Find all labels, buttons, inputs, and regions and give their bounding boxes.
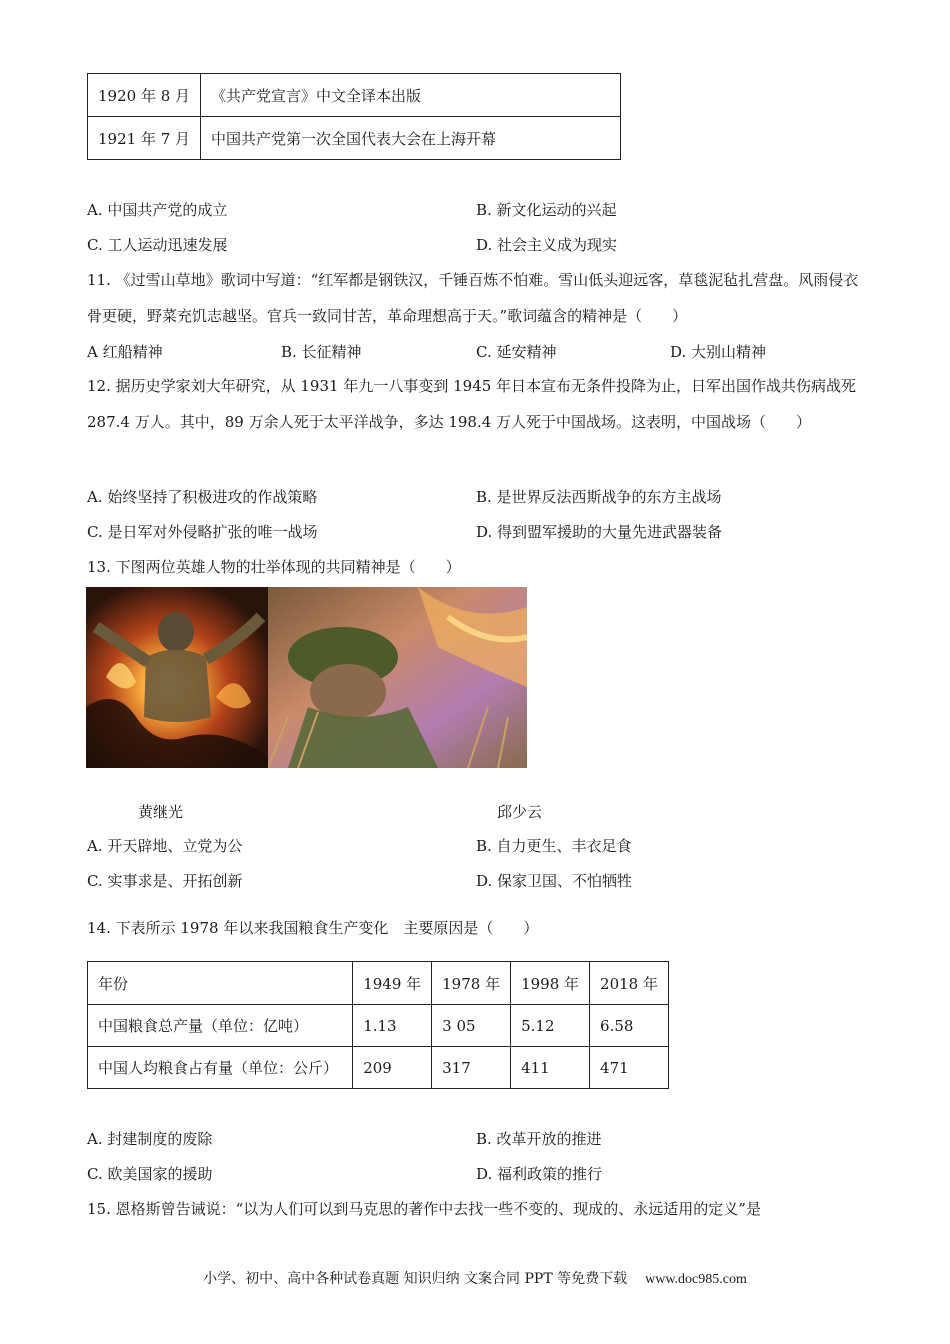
page-footer (0, 1268, 950, 1288)
q12-option-c: C. 是日军对外侵略扩张的唯一战场 (87, 523, 318, 541)
q15-stem: 15. 恩格斯曾告诫说：“以为人们可以到马克思的著作中去找一些不变的、现成的、永远适用的定义”是 (87, 1200, 761, 1218)
hero-painting-huang-jiguang (86, 587, 268, 768)
q10-option-b: B. 新文化运动的兴起 (476, 201, 617, 219)
q13-stem: 13. 下图两位英雄人物的壮举体现的共同精神是（ ） (87, 558, 461, 576)
q13-option-d: D. 保家卫国、不怕牺牲 (476, 872, 633, 890)
q12-option-d: D. 得到盟军援助的大量先进武器装备 (476, 523, 723, 541)
table-cell: 411 (511, 1047, 590, 1089)
q14-option-c: C. 欧美国家的援助 (87, 1165, 213, 1183)
hero-painting-qiu-shaoyun (268, 587, 527, 768)
table-header-cell: 1978 年 (432, 962, 511, 1005)
q13-option-b: B. 自力更生、丰衣足食 (476, 837, 632, 855)
table-header-row (88, 962, 669, 1005)
table-cell: 471 (590, 1047, 669, 1089)
table-row (88, 1047, 669, 1089)
table-cell-event: 中国共产党第一次全国代表大会在上海开幕 (201, 117, 621, 160)
q12-option-a: A. 始终坚持了积极进攻的作战策略 (87, 488, 318, 506)
table-row (88, 117, 621, 160)
table-cell: 6.58 (590, 1005, 669, 1047)
q13-option-a: A. 开天辟地、立党为公 (87, 837, 243, 855)
q14-option-b: B. 改革开放的推进 (476, 1130, 602, 1148)
table-cell: 317 (432, 1047, 511, 1089)
q13-option-c: C. 实事求是、开拓创新 (87, 872, 243, 890)
table-header-cell: 1998 年 (511, 962, 590, 1005)
table-cell: 5.12 (511, 1005, 590, 1047)
q11-option-a: A 红船精神 (87, 343, 163, 361)
grain-production-table (87, 961, 669, 1089)
q10-option-a: A. 中国共产党的成立 (87, 201, 228, 219)
table-row (88, 74, 621, 117)
table-cell-date: 1920 年 8 月 (88, 74, 201, 117)
table-cell: 209 (353, 1047, 432, 1089)
table-cell-event: 《共产党宣言》中文全译本出版 (201, 74, 621, 117)
timeline-table (87, 73, 621, 160)
q14-stem: 14. 下表所示 1978 年以来我国粮食生产变化 主要原因是（ ） (87, 919, 539, 937)
table-cell: 1.13 (353, 1005, 432, 1047)
footer-text: 小学、初中、高中各种试卷真题 知识归纳 文案合同 PPT 等免费下载 (203, 1271, 628, 1287)
q11-stem: 11. 《过雪山草地》歌词中写道：“红军都是钢铁汉，千锤百炼不怕难。雪山低头迎远客，草毯泥毡扎营盘。风雨侵衣骨更硬，野菜充饥志越坚。官兵一致同甘苦，革命理想高于天。”歌词蕴含的精神是（ ） (87, 271, 859, 325)
caption-qiu-shaoyun: 邱少云 (497, 803, 543, 821)
footer-link[interactable]: www.doc985.com (645, 1272, 747, 1287)
table-cell: 3 05 (432, 1005, 511, 1047)
table-header-cell: 2018 年 (590, 962, 669, 1005)
caption-huang-jiguang: 黄继光 (138, 803, 184, 821)
table-header-cell: 年份 (88, 962, 353, 1005)
table-cell-date: 1921 年 7 月 (88, 117, 201, 160)
table-header-cell: 1949 年 (353, 962, 432, 1005)
q11-option-c: C. 延安精神 (476, 343, 557, 361)
table-cell: 中国粮食总产量（单位：亿吨） (88, 1005, 353, 1047)
q10-option-c: C. 工人运动迅速发展 (87, 236, 228, 254)
q11-option-d: D. 大别山精神 (670, 343, 767, 361)
table-cell: 中国人均粮食占有量（单位：公斤） (88, 1047, 353, 1089)
q14-option-a: A. 封建制度的废除 (87, 1130, 213, 1148)
q11-option-b: B. 长征精神 (281, 343, 362, 361)
q12-option-b: B. 是世界反法西斯战争的东方主战场 (476, 488, 722, 506)
q12-stem: 12. 据历史学家刘大年研究，从 1931 年九一八事变到 1945 年日本宣布无条件投降为止，日军出国作战共伤病战死 287.4 万人。其中，89 万余人死于太平洋战争，多达 198.4 万人死于中国战场。这表明，中国战场（ ） (87, 377, 857, 431)
table-row (88, 1005, 669, 1047)
q14-option-d: D. 福利政策的推行 (476, 1165, 603, 1183)
q10-option-d: D. 社会主义成为现实 (476, 236, 618, 254)
